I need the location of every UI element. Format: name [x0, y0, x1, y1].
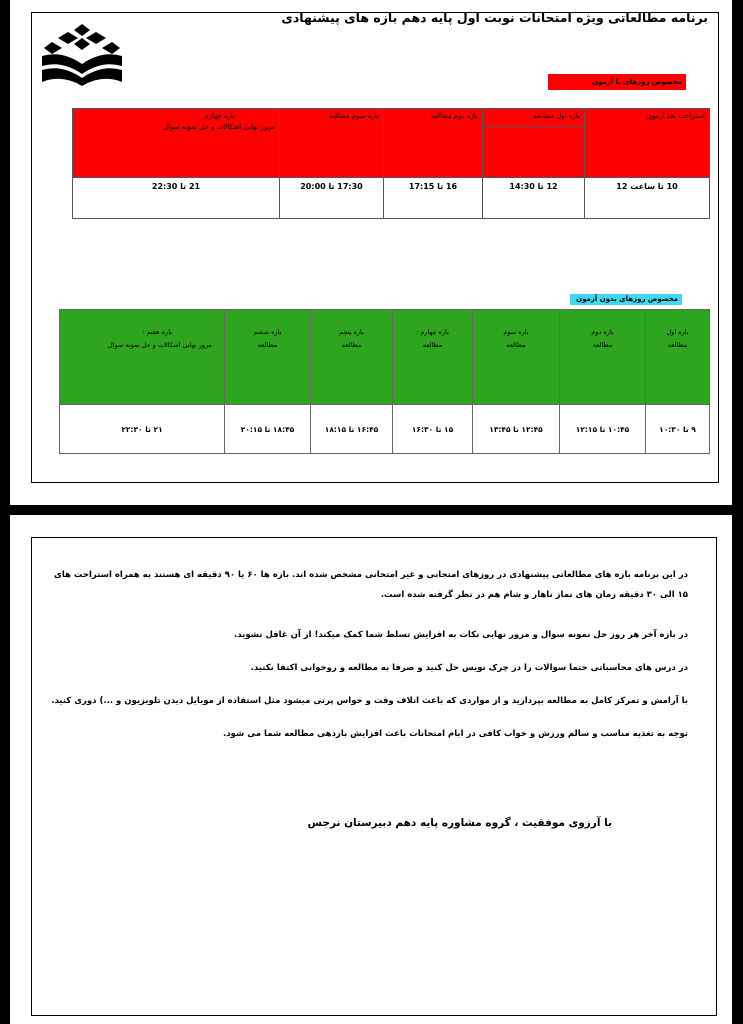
exam-header-cell [384, 109, 483, 178]
exam-time-cell: 16 تا 17:15 [384, 178, 483, 219]
exam-header-label: بازه اول مطالعه [483, 109, 584, 127]
header-line-1: بازه سوم [503, 328, 529, 336]
advice-paragraph: با آرامش و تمرکز کامل به مطالعه بپردازید و از مواردی که باعث اتلاف وقت و حواس پرتی میشود مثل استفاده از موبایل دیدن تلویزیون و ...) دوری کنید. [51, 696, 688, 706]
advice-paragraph: در بازه آخر هر روز حل نمونه سوال و مرور نهایی نکات به افزایش تسلط شما کمک میکند! از آن غافل نشوید. [234, 630, 688, 640]
non-exam-days-table [59, 309, 710, 454]
header-line-2: مطالعه [667, 341, 688, 349]
exam-header-cell [280, 109, 384, 178]
header-line-2: مطالعه [592, 341, 613, 349]
exam-header-cell [483, 109, 585, 178]
page-2-border [31, 537, 717, 1016]
non-exam-header-cell [311, 310, 393, 405]
exam-days-table [72, 108, 710, 219]
non-exam-time-cell: ۱۲:۴۵ تا ۱۳:۴۵ [473, 405, 560, 454]
advice-paragraph: در این برنامه بازه های مطالعاتی پیشنهادی در روزهای امتحانی و غیر امتحانی مشخص شده اند. بازه ها ۶۰ یا ۹۰ دقیقه ای هستند به همراه استراحت های ۱۵ الی ۳۰ دقیقه زمان های نماز ناهار و شام هم در نظر گرفته شده است. [54, 570, 688, 600]
exam-time-cell: 12 تا 14:30 [483, 178, 585, 219]
non-exam-header-cell [646, 310, 710, 405]
header-line-1: بازه چهارم : [416, 328, 449, 336]
exam-time-cell: 21 تا 22:30 [73, 178, 280, 219]
exam-header-extra: مرور نهایی اشکالات و حل نمونه سوال [162, 123, 275, 131]
header-line-1: بازه پنجم [339, 328, 364, 336]
school-logo-icon [38, 20, 126, 86]
document-page-2 [10, 515, 732, 1024]
header-line-2: مطالعه [422, 341, 443, 349]
non-exam-time-cell: ۲۱ تا ۲۲:۳۰ [60, 405, 225, 454]
non-exam-time-cell: ۱۸:۴۵ تا ۲۰:۱۵ [225, 405, 311, 454]
non-exam-time-row [60, 405, 710, 454]
non-exam-days-tag: مخصوص روزهای بدون آزمون [570, 294, 682, 305]
exam-header-label: بازه چهارم [204, 112, 235, 120]
exam-header-label: بازه سوم مطالعه [328, 112, 379, 120]
header-line-1: بازه اول [666, 328, 689, 336]
non-exam-header-cell [225, 310, 311, 405]
non-exam-header-cell [60, 310, 225, 405]
header-line-1: بازه دوم [591, 328, 614, 336]
header-line-2: مطالعه [506, 341, 526, 349]
header-line-2: مرور نهایی اشکالات و حل نمونه سوال [107, 341, 212, 349]
exam-days-time-row [73, 178, 710, 219]
document-page-1 [10, 0, 732, 505]
exam-header-label: استراحت بعد آزمون [646, 112, 705, 120]
exam-header-cell [585, 109, 710, 178]
non-exam-time-cell: ۱۰:۴۵ تا ۱۲:۱۵ [560, 405, 646, 454]
signoff-text: با آرزوی موفقیت ، گروه مشاوره پایه دهم دبیرستان نرجس [307, 817, 612, 829]
non-exam-time-cell: ۹ تا ۱۰:۳۰ [646, 405, 710, 454]
non-exam-header-cell [473, 310, 560, 405]
non-exam-header-row [60, 310, 710, 405]
non-exam-time-cell: ۱۶:۴۵ تا ۱۸:۱۵ [311, 405, 393, 454]
header-line-2: مطالعه [341, 341, 362, 349]
non-exam-time-cell: ۱۵ تا ۱۶:۳۰ [393, 405, 473, 454]
exam-time-cell: 17:30 تا 20:00 [280, 178, 384, 219]
advice-paragraph: در درس های محاسباتی حتما سوالات را در چرک نویس حل کنید و صرفا به مطالعه و روخوانی اکتفا نکنید. [250, 663, 688, 673]
header-line-2: مطالعه [257, 341, 278, 349]
exam-time-cell: 10 تا ساعت 12 [585, 178, 710, 219]
exam-header-label: بازه دوم مطالعه [430, 112, 478, 120]
advice-paragraph: توجه به تغذیه مناسب و سالم ورزش و خواب کافی در ایام امتحانات باعث افزایش بازدهی مطالعه شما می شود. [222, 729, 688, 739]
page-title: برنامه مطالعاتی ویژه امتحانات نوبت اول پایه دهم بازه های پیشنهادی [281, 10, 708, 25]
exam-days-header-row [73, 109, 710, 178]
header-line-1: بازه ششم [253, 328, 282, 336]
exam-days-tag: مخصوص روزهای با آزمون [548, 74, 686, 90]
exam-header-cell [73, 109, 280, 178]
non-exam-header-cell [393, 310, 473, 405]
header-line-1: بازه هفتم : [142, 328, 172, 336]
non-exam-header-cell [560, 310, 646, 405]
